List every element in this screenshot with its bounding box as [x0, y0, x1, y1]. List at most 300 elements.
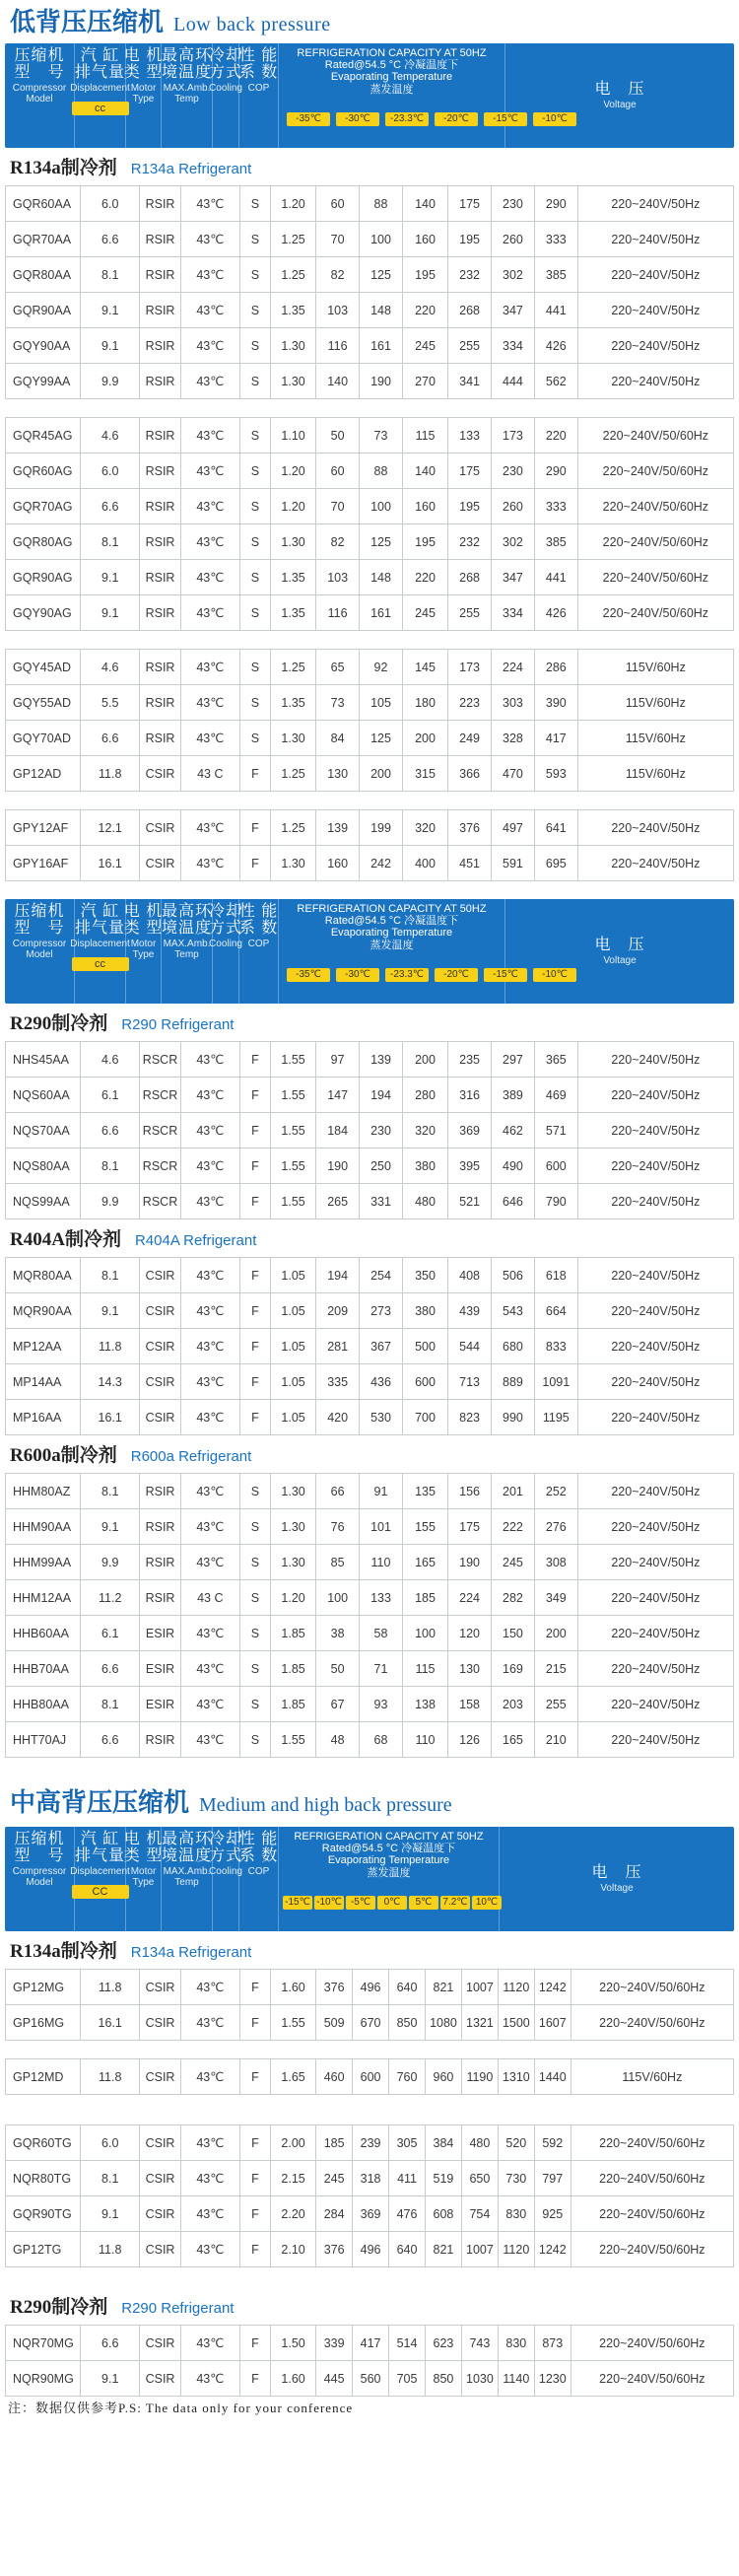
cell-capacity: 821	[426, 1970, 462, 2005]
cell-max-amb-temp: 43℃	[180, 2232, 239, 2267]
cell-model: GQY45AD	[6, 650, 81, 685]
cc-unit-badge: CC	[72, 1885, 129, 1899]
cell-cooling: F	[239, 2326, 270, 2361]
cell-displacement: 6.0	[81, 186, 140, 222]
header-displacement-en: Displacement	[70, 939, 130, 949]
temp-badge: -30℃	[336, 968, 379, 982]
cell-cooling: S	[239, 489, 270, 524]
cell-capacity: 833	[534, 1329, 577, 1364]
cell-capacity: 331	[360, 1184, 403, 1219]
cell-cooling: S	[239, 1616, 270, 1651]
cell-capacity: 514	[389, 2326, 426, 2361]
header-refrigeration-capacity	[279, 43, 568, 148]
capacity-evap-zh: 蒸发温度	[370, 940, 414, 951]
cell-voltage: 220~240V/50Hz	[577, 1113, 733, 1149]
cell-motor-type: RSIR	[140, 1545, 181, 1580]
header-max-amb-temp-zh: 最高环 境温度	[162, 903, 213, 937]
cell-voltage: 220~240V/50Hz	[577, 1580, 733, 1616]
low-title-zh: 低背压压缩机	[10, 8, 165, 36]
cell-displacement: 6.6	[81, 1651, 140, 1687]
cell-cop: 1.30	[271, 328, 316, 364]
cell-capacity: 88	[360, 186, 403, 222]
capacity-title: REFRIGERATION CAPACITY AT 50HZ	[294, 1831, 484, 1843]
cell-model: GQR90AA	[6, 293, 81, 328]
cell-capacity: 328	[492, 721, 535, 756]
cell-capacity: 1030	[461, 2361, 498, 2397]
cell-cop: 1.25	[271, 222, 316, 257]
table-row	[6, 1400, 734, 1435]
cell-motor-type: RSIR	[140, 364, 181, 399]
table-row	[6, 1970, 734, 2005]
cell-motor-type: RSIR	[140, 328, 181, 364]
cell-capacity: 303	[492, 685, 535, 721]
cell-model: NQS60AA	[6, 1078, 81, 1113]
cell-displacement: 9.1	[81, 2196, 140, 2232]
cell-capacity: 84	[316, 721, 360, 756]
cell-capacity: 830	[498, 2326, 534, 2361]
cell-voltage: 220~240V/50Hz	[577, 257, 733, 293]
cell-capacity: 369	[448, 1113, 492, 1149]
cell-model: GQY55AD	[6, 685, 81, 721]
cell-capacity: 519	[426, 2161, 462, 2196]
cell-capacity: 65	[316, 650, 360, 685]
table-row	[6, 595, 734, 631]
cell-model: HHB60AA	[6, 1616, 81, 1651]
cell-capacity: 384	[426, 2125, 462, 2161]
cell-cop: 2.00	[271, 2125, 316, 2161]
cell-motor-type: CSIR	[140, 2125, 181, 2161]
cell-capacity: 476	[389, 2196, 426, 2232]
cell-displacement: 8.1	[81, 1687, 140, 1722]
cell-capacity: 390	[534, 685, 577, 721]
cell-capacity: 138	[402, 1687, 447, 1722]
cell-model: NQR90MG	[6, 2361, 81, 2397]
cell-cop: 1.55	[271, 1722, 316, 1758]
cell-capacity: 640	[389, 1970, 426, 2005]
cell-max-amb-temp: 43℃	[180, 1722, 239, 1758]
cell-capacity: 408	[448, 1258, 492, 1293]
cell-capacity: 203	[492, 1687, 535, 1722]
cell-model: GQR80AA	[6, 257, 81, 293]
cell-capacity: 194	[360, 1078, 403, 1113]
cell-displacement: 11.8	[81, 2059, 140, 2095]
table-row	[6, 1722, 734, 1758]
cell-cop: 1.30	[271, 524, 316, 560]
cell-model: HHT70AJ	[6, 1722, 81, 1758]
cell-voltage: 220~240V/50/60Hz	[577, 560, 733, 595]
cell-cop: 2.15	[271, 2161, 316, 2196]
cell-capacity: 100	[316, 1580, 360, 1616]
cell-capacity: 169	[492, 1651, 535, 1687]
table-row	[6, 2125, 734, 2161]
cell-cop: 1.05	[271, 1400, 316, 1435]
cell-capacity: 148	[360, 293, 403, 328]
cell-max-amb-temp: 43℃	[180, 364, 239, 399]
header-cop-en: COP	[247, 939, 270, 949]
cell-voltage: 115V/60Hz	[577, 685, 733, 721]
cell-cooling: S	[239, 685, 270, 721]
cell-capacity: 155	[402, 1509, 447, 1545]
cell-capacity: 230	[492, 453, 535, 489]
cell-capacity: 249	[448, 721, 492, 756]
table-row	[6, 560, 734, 595]
header-max-amb-temp-zh: 最高环 境温度	[162, 1831, 213, 1864]
cell-cop: 1.30	[271, 721, 316, 756]
low-title-en: Low back pressure	[173, 14, 331, 35]
cell-capacity: 350	[402, 1258, 447, 1293]
cell-cooling: F	[239, 2125, 270, 2161]
cell-capacity: 116	[316, 328, 360, 364]
cell-displacement: 11.8	[81, 1970, 140, 2005]
cell-model: HHM99AA	[6, 1545, 81, 1580]
table-row	[6, 1042, 734, 1078]
cell-voltage: 220~240V/50/60Hz	[571, 2125, 733, 2161]
cell-capacity: 439	[448, 1293, 492, 1329]
cell-displacement: 16.1	[81, 846, 140, 881]
capacity-title: REFRIGERATION CAPACITY AT 50HZ	[297, 903, 487, 915]
table-row	[6, 1184, 734, 1219]
cell-capacity: 210	[534, 1722, 577, 1758]
temp-badge: -30℃	[336, 112, 379, 126]
cell-capacity: 126	[448, 1722, 492, 1758]
cell-voltage: 220~240V/50/60Hz	[571, 2326, 733, 2361]
cell-displacement: 9.1	[81, 328, 140, 364]
cell-capacity: 451	[448, 846, 492, 881]
cell-capacity: 1190	[461, 2059, 498, 2095]
header-voltage-en: Voltage	[600, 1883, 634, 1894]
cell-voltage: 220~240V/50Hz	[577, 1616, 733, 1651]
table-row	[6, 1616, 734, 1651]
cell-max-amb-temp: 43℃	[180, 1651, 239, 1687]
cell-capacity: 821	[426, 2232, 462, 2267]
cell-capacity: 60	[316, 453, 360, 489]
cell-voltage: 220~240V/50Hz	[577, 293, 733, 328]
cell-voltage: 115V/60Hz	[577, 721, 733, 756]
section-r600a	[0, 1435, 739, 1473]
cell-voltage: 220~240V/50Hz	[577, 810, 733, 846]
temp-badge: -15℃	[283, 1896, 312, 1910]
capacity-rated: Rated@54.5 °C 冷凝温度下	[324, 59, 459, 71]
cell-capacity: 281	[316, 1329, 360, 1364]
table-row	[6, 810, 734, 846]
cell-capacity: 265	[316, 1184, 360, 1219]
cell-capacity: 509	[316, 2005, 353, 2041]
section-r134a-mid	[0, 1931, 739, 1969]
temp-badge: -10℃	[533, 968, 576, 982]
cell-model: GQY90AG	[6, 595, 81, 631]
section-label-en: R134a Refrigerant	[130, 1944, 252, 1961]
cell-cop: 1.55	[271, 2005, 316, 2041]
cell-cooling: F	[239, 1293, 270, 1329]
table-row	[6, 2161, 734, 2196]
cell-displacement: 6.6	[81, 489, 140, 524]
cell-capacity: 160	[316, 846, 360, 881]
header-motor-type	[123, 899, 164, 1004]
cell-max-amb-temp: 43℃	[180, 2196, 239, 2232]
cell-capacity: 160	[402, 489, 447, 524]
cell-capacity: 130	[316, 756, 360, 792]
cell-model: MP12AA	[6, 1329, 81, 1364]
cell-motor-type: CSIR	[140, 2326, 181, 2361]
cell-max-amb-temp: 43℃	[180, 186, 239, 222]
table-row	[6, 1293, 734, 1329]
cell-model: NQR70MG	[6, 2326, 81, 2361]
temp-badge: 0℃	[377, 1896, 407, 1910]
header-max-amb-temp-en: MAX.Amb. Temp	[163, 939, 211, 960]
cell-model: NQS80AA	[6, 1149, 81, 1184]
cell-max-amb-temp: 43 C	[180, 756, 239, 792]
header-cop	[239, 899, 279, 1004]
cell-voltage: 115V/60Hz	[577, 650, 733, 685]
table-row	[6, 222, 734, 257]
cell-motor-type: CSIR	[140, 846, 181, 881]
cell-displacement: 6.6	[81, 2326, 140, 2361]
cell-max-amb-temp: 43℃	[180, 685, 239, 721]
table-row	[6, 1078, 734, 1113]
cell-max-amb-temp: 43℃	[180, 1293, 239, 1329]
cell-cop: 1.60	[271, 2361, 316, 2397]
cell-capacity: 1120	[498, 1970, 534, 2005]
cell-cooling: F	[239, 1149, 270, 1184]
cell-capacity: 100	[402, 1616, 447, 1651]
header-motor-type-zh: 电 机 类 型	[123, 47, 164, 81]
cell-voltage: 220~240V/50Hz	[577, 328, 733, 364]
cell-capacity: 347	[492, 560, 535, 595]
cell-capacity: 496	[353, 2232, 389, 2267]
cell-capacity: 754	[461, 2196, 498, 2232]
cell-capacity: 520	[498, 2125, 534, 2161]
cell-cop: 1.85	[271, 1616, 316, 1651]
cell-capacity: 376	[448, 810, 492, 846]
cell-capacity: 116	[316, 595, 360, 631]
cell-capacity: 125	[360, 257, 403, 293]
cell-capacity: 1007	[461, 2232, 498, 2267]
cell-displacement: 8.1	[81, 1474, 140, 1509]
cell-capacity: 190	[448, 1545, 492, 1580]
cell-capacity: 195	[402, 257, 447, 293]
cell-cooling: S	[239, 1509, 270, 1545]
cell-capacity: 220	[534, 418, 577, 453]
cell-capacity: 339	[316, 2326, 353, 2361]
cell-cop: 1.35	[271, 560, 316, 595]
cell-capacity: 239	[353, 2125, 389, 2161]
cell-cop: 1.35	[271, 595, 316, 631]
cell-max-amb-temp: 43℃	[180, 1970, 239, 2005]
cell-max-amb-temp: 43℃	[180, 293, 239, 328]
header-cop-zh: 性 能 系 数	[238, 1831, 279, 1864]
cell-capacity: 560	[353, 2361, 389, 2397]
cell-model: GPY16AF	[6, 846, 81, 881]
cell-capacity: 200	[534, 1616, 577, 1651]
header-model	[5, 43, 75, 148]
cell-capacity: 139	[360, 1042, 403, 1078]
cell-max-amb-temp: 43℃	[180, 1400, 239, 1435]
cell-capacity: 115	[402, 1651, 447, 1687]
cell-capacity: 385	[534, 257, 577, 293]
cc-unit-badge: cc	[72, 957, 129, 971]
cell-capacity: 650	[461, 2161, 498, 2196]
cell-capacity: 347	[492, 293, 535, 328]
cell-displacement: 6.6	[81, 1722, 140, 1758]
spec-table	[5, 2325, 734, 2397]
spacer	[0, 2041, 739, 2058]
cell-model: NQR80TG	[6, 2161, 81, 2196]
cell-motor-type: RSIR	[140, 595, 181, 631]
table-header-low-2	[5, 899, 734, 1004]
cell-capacity: 140	[402, 453, 447, 489]
cell-displacement: 9.9	[81, 1184, 140, 1219]
cell-model: GQY90AA	[6, 328, 81, 364]
cell-motor-type: RSIR	[140, 1722, 181, 1758]
cell-capacity: 100	[360, 489, 403, 524]
table-row	[6, 1545, 734, 1580]
cell-motor-type: ESIR	[140, 1616, 181, 1651]
cell-max-amb-temp: 43℃	[180, 1258, 239, 1293]
cell-cooling: S	[239, 595, 270, 631]
section-label-zh: R290制冷剂	[10, 2297, 108, 2318]
header-motor-type-zh: 电 机 类 型	[123, 1831, 164, 1864]
table-row	[6, 453, 734, 489]
spec-table	[5, 1041, 734, 1219]
cell-capacity: 320	[402, 810, 447, 846]
cell-voltage: 220~240V/50Hz	[577, 1042, 733, 1078]
cell-capacity: 1230	[534, 2361, 571, 2397]
cell-capacity: 160	[402, 222, 447, 257]
cell-motor-type: CSIR	[140, 1293, 181, 1329]
cell-motor-type: CSIR	[140, 1400, 181, 1435]
header-max-amb-temp-en: MAX.Amb. Temp	[163, 83, 211, 104]
header-motor-type	[123, 1827, 164, 1931]
cell-capacity: 592	[534, 2125, 571, 2161]
cell-displacement: 9.1	[81, 1509, 140, 1545]
cell-motor-type: CSIR	[140, 2232, 181, 2267]
cell-capacity: 395	[448, 1149, 492, 1184]
cell-cop: 1.20	[271, 186, 316, 222]
cell-capacity: 790	[534, 1184, 577, 1219]
cell-capacity: 185	[402, 1580, 447, 1616]
cell-capacity: 260	[492, 489, 535, 524]
cell-cop: 1.30	[271, 364, 316, 399]
cell-model: GQR60AG	[6, 453, 81, 489]
cell-capacity: 105	[360, 685, 403, 721]
cell-cop: 1.25	[271, 257, 316, 293]
cell-model: MQR80AA	[6, 1258, 81, 1293]
cell-capacity: 101	[360, 1509, 403, 1545]
spec-table	[5, 417, 734, 631]
cell-capacity: 194	[316, 1258, 360, 1293]
cell-capacity: 334	[492, 595, 535, 631]
spacer	[0, 2267, 739, 2287]
cell-model: HHM80AZ	[6, 1474, 81, 1509]
cell-cop: 1.55	[271, 1042, 316, 1078]
cell-voltage: 220~240V/50Hz	[577, 364, 733, 399]
cell-cooling: S	[239, 364, 270, 399]
cell-capacity: 1607	[534, 2005, 571, 2041]
cell-capacity: 235	[448, 1042, 492, 1078]
cell-capacity: 255	[448, 328, 492, 364]
cell-motor-type: CSIR	[140, 2361, 181, 2397]
cell-capacity: 335	[316, 1364, 360, 1400]
cell-displacement: 6.6	[81, 1113, 140, 1149]
cell-voltage: 220~240V/50Hz	[577, 846, 733, 881]
cell-model: HHB80AA	[6, 1687, 81, 1722]
cell-displacement: 5.5	[81, 685, 140, 721]
cell-capacity: 92	[360, 650, 403, 685]
cell-max-amb-temp: 43℃	[180, 2326, 239, 2361]
cell-model: GQR70AA	[6, 222, 81, 257]
cell-capacity: 148	[360, 560, 403, 595]
cell-motor-type: RSIR	[140, 1474, 181, 1509]
cell-max-amb-temp: 43℃	[180, 1078, 239, 1113]
temp-badge: -10℃	[533, 112, 576, 126]
cell-cooling: S	[239, 650, 270, 685]
cell-capacity: 223	[448, 685, 492, 721]
cell-max-amb-temp: 43℃	[180, 1687, 239, 1722]
cell-capacity: 308	[534, 1545, 577, 1580]
cell-model: GP12MD	[6, 2059, 81, 2095]
cell-capacity: 544	[448, 1329, 492, 1364]
cell-max-amb-temp: 43℃	[180, 1149, 239, 1184]
cell-voltage: 220~240V/50Hz	[577, 1329, 733, 1364]
cell-capacity: 232	[448, 257, 492, 293]
cell-voltage: 220~240V/50Hz	[577, 1364, 733, 1400]
cell-motor-type: CSIR	[140, 756, 181, 792]
cell-cooling: F	[239, 2361, 270, 2397]
table-row	[6, 1474, 734, 1509]
header-model-en: Compressor Model	[12, 939, 67, 960]
cell-capacity: 161	[360, 328, 403, 364]
cell-capacity: 369	[353, 2196, 389, 2232]
header-motor-type-zh: 电 机 类 型	[123, 903, 164, 937]
table-row	[6, 2196, 734, 2232]
cell-capacity: 255	[448, 595, 492, 631]
cell-capacity: 133	[360, 1580, 403, 1616]
cell-model: HHB70AA	[6, 1651, 81, 1687]
cell-capacity: 1440	[534, 2059, 571, 2095]
cell-cooling: F	[239, 2059, 270, 2095]
cell-cop: 1.20	[271, 453, 316, 489]
cell-capacity: 120	[448, 1616, 492, 1651]
cell-cooling: F	[239, 1258, 270, 1293]
cell-capacity: 297	[492, 1042, 535, 1078]
table-row	[6, 2326, 734, 2361]
cell-cooling: S	[239, 418, 270, 453]
cell-displacement: 9.1	[81, 560, 140, 595]
cell-cooling: S	[239, 186, 270, 222]
cell-voltage: 220~240V/50Hz	[577, 1293, 733, 1329]
cell-motor-type: RSCR	[140, 1113, 181, 1149]
spacer	[0, 1758, 739, 1783]
cell-voltage: 220~240V/50/60Hz	[571, 1970, 733, 2005]
cell-capacity: 165	[402, 1545, 447, 1580]
cell-displacement: 12.1	[81, 810, 140, 846]
cell-motor-type: RSIR	[140, 560, 181, 595]
cell-model: GP12AD	[6, 756, 81, 792]
cell-capacity: 175	[448, 453, 492, 489]
cell-model: GQY99AA	[6, 364, 81, 399]
capacity-evap-zh: 蒸发温度	[367, 1867, 411, 1879]
cell-cop: 1.85	[271, 1651, 316, 1687]
cell-capacity: 201	[492, 1474, 535, 1509]
temp-badge: -35℃	[287, 968, 330, 982]
cell-displacement: 8.1	[81, 524, 140, 560]
cell-voltage: 220~240V/50Hz	[577, 1149, 733, 1184]
header-displacement-en: Displacement	[70, 83, 130, 94]
cell-capacity: 115	[402, 418, 447, 453]
cell-capacity: 185	[316, 2125, 353, 2161]
section-r404a	[0, 1219, 739, 1257]
cell-cooling: F	[239, 1364, 270, 1400]
